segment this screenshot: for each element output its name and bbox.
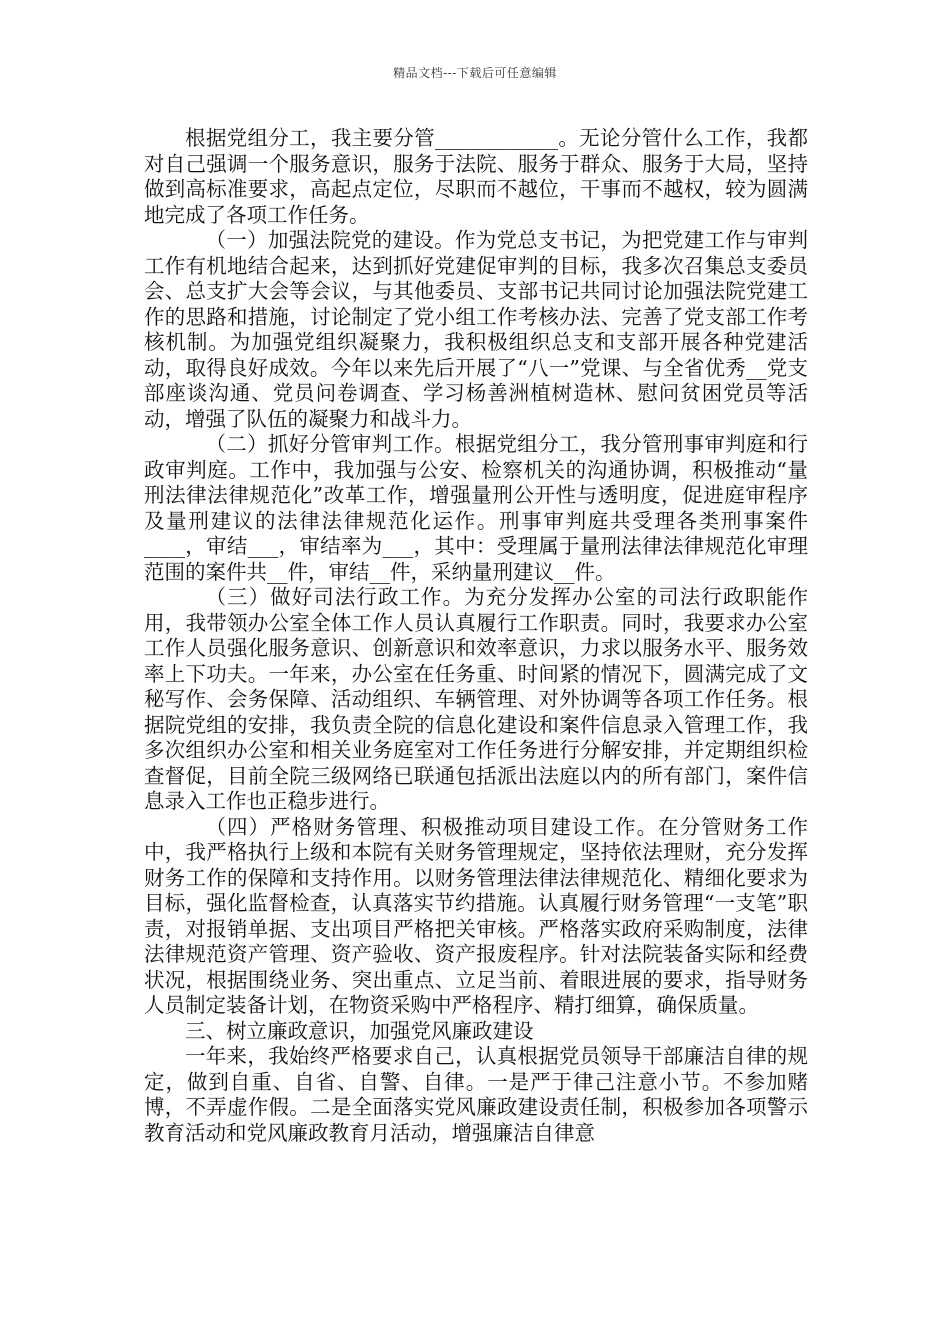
document-body <box>144 126 808 1146</box>
paragraph-judicial-admin: （三）做好司法行政工作。为充分发挥办公室的司法行政职能作用，我带领办公室全体工作人员认真履行工作职责。同时，我要求办公室工作人员强化服务意识、创新意识和效率意识，力求以服务水平、服务效率上下功夫。一年来，办公室在任务重、时间紧的情况下，圆满完成了文秘写作、会务保障、活动组织、车辆管理、对外协调等各项工作任务。根据院党组的安排，我负责全院的信息化建设和案件信息录入管理工作，我多次组织办公室和相关业务庭室对工作任务进行分解安排，并定期组织检查督促，目前全院三级网络已联通包括派出法庭以内的所有部门，案件信息录入工作也正稳步进行。 <box>144 585 808 813</box>
paragraph-finance: （四）严格财务管理、积极推动项目建设工作。在分管财务工作中，我严格执行上级和本院有关财务管理规定，坚持依法理财，充分发挥财务工作的保障和支持作用。以财务管理法律法律规范化、精细化要求为目标，强化监督检查，认真落实节约措施。认真履行财务管理“一支笔”职责，对报销单据、支出项目严格把关审核。严格落实政府采购制度，法律法律规范资产管理、资产验收、资产报废程序。针对法院装备实际和经费状况，根据围绕业务、突出重点、立足当前、着眼进展的要求，指导财务人员制定装备计划，在物资采购中严格程序、精打细算，确保质量。 <box>144 814 808 1017</box>
paragraph-trial-work: （二）抓好分管审判工作。根据党组分工，我分管刑事审判庭和行政审判庭。工作中，我加强与公安、检察机关的沟通协调，积极推动“量刑法律法律规范化”改革工作，增强量刑公开性与透明度，促进庭审程序及量刑建议的法律法律规范化运作。刑事审判庭共受理各类刑事案件____，审结___，审结率为___，其中：受理属于量刑法律法律规范化审理范围的案件共__件，审结__件，采纳量刑建议__件。 <box>144 432 808 584</box>
paragraph-intro: 根据党组分工，我主要分管____________。无论分管什么工作，我都对自己强调一个服务意识，服务于法院、服务于群众、服务于大局，坚持做到高标准要求，高起点定位，尽职而不越位，干事而不越权，较为圆满地完成了各项工作任务。 <box>144 126 808 227</box>
paragraph-integrity: 一年来，我始终严格要求自己，认真根据党员领导干部廉洁自律的规定，做到自重、自省、自警、自律。一是严于律己注意小节。不参加赌博，不弄虚作假。二是全面落实党风廉政建设责任制，积极参加各项警示教育活动和党风廉政教育月活动，增强廉洁自律意 <box>144 1044 808 1145</box>
page-header: 精品文档---下载后可任意编辑 <box>393 66 557 80</box>
paragraph-party-building: （一）加强法院党的建设。作为党总支书记，为把党建工作与审判工作有机地结合起来，达到抓好党建促审判的目标，我多次召集总支委员会、总支扩大会等会议，与其他委员、支部书记共同讨论加强法院党建工作的思路和措施，讨论制定了党小组工作考核办法、完善了党支部工作考核机制。为加强党组织凝聚力，我积极组织总支和支部开展各种党建活动，取得良好成效。今年以来先后开展了“八一”党课、与全省优秀__党支部座谈沟通、党员问卷调查、学习杨善洲植树造林、慰问贫困党员等活动，增强了队伍的凝聚力和战斗力。 <box>144 228 808 431</box>
section-heading-integrity: 三、树立廉政意识，加强党风廉政建设 <box>185 1018 534 1043</box>
